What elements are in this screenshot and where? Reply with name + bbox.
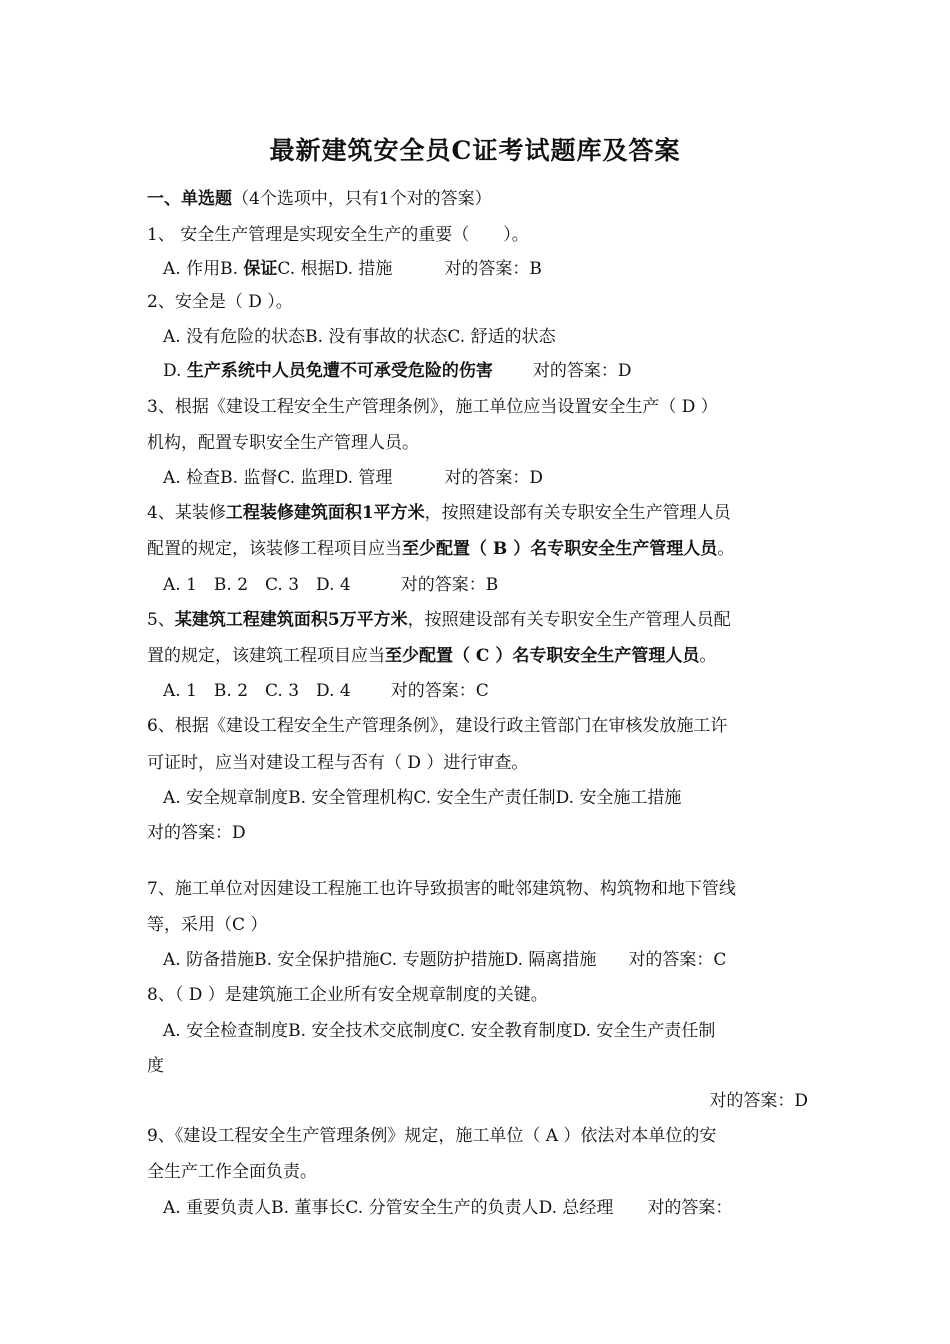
q1-option-a: A. 作用B. (163, 259, 244, 279)
q1-options (163, 257, 542, 281)
q5-stem2-pre: 置的规定，该建筑工程项目应当 (147, 646, 385, 666)
q6-answer: 对的答案：D (147, 823, 246, 843)
q5-options: A. 1 B. 2 C. 3 D. 4 (163, 681, 351, 701)
q9-options-line (163, 1196, 732, 1220)
q3-options: A. 检查B. 监督C. 监理D. 管理 (163, 468, 393, 488)
q4-stem1-bold: 工程装修建筑面积1平方米 (225, 503, 425, 523)
q7-options: A. 防备措施B. 安全保护措施C. 专题防护措施D. 隔离措施 (163, 950, 597, 970)
q2-option-d-line (163, 359, 631, 383)
q2-option-d-prefix: D. (163, 361, 187, 381)
q7-answer: 对的答案：C (628, 950, 727, 970)
q3-options-line (163, 466, 543, 490)
q5-options-line (163, 679, 489, 703)
q4-options-line (163, 573, 498, 597)
q2-option-d: 生产系统中人员免遭不可承受危险的伤害 (186, 361, 493, 381)
q9-answer: 对的答案： (647, 1198, 733, 1218)
q5-stem-line2 (147, 644, 716, 668)
q7-options-line (163, 948, 726, 972)
q4-stem-line1 (147, 501, 731, 525)
q4-options: A. 1 B. 2 C. 3 D. 4 (163, 575, 351, 595)
document-title: 最新建筑安全员C证考试题库及答案 (269, 136, 681, 165)
q6-stem-line1: 6、根据《建设工程安全生产管理条例》，建设行政主管部门在审核发放施工许 (147, 716, 728, 736)
q8-stem: 8、（ D ）是建筑施工企业所有安全规章制度的关键。 (147, 985, 548, 1005)
q7-stem-line2: 等，采用（C ） (147, 915, 268, 935)
q5-stem1-bold: 某建筑工程建筑面积5万平方米 (174, 610, 408, 630)
q2-options: A. 没有危险的状态B. 没有事故的状态C. 舒适的状态 (163, 327, 556, 347)
q5-stem2-bold: 至少配置（ C ）名专职安全生产管理人员 (385, 646, 700, 666)
q8-options-line1: A. 安全检查制度B. 安全技术交底制度C. 安全教育制度D. 安全生产责任制 (163, 1021, 716, 1041)
q4-stem2-pre: 配置的规定，该装修工程项目应当 (147, 539, 402, 559)
q4-stem1-pre: 4、某装修 (147, 503, 226, 523)
q1-option-b: 保证 (243, 259, 278, 279)
q6-stem-line2: 可证时，应当对建设工程与否有（ D ）进行审查。 (147, 753, 529, 773)
q5-stem2-post: 。 (699, 646, 717, 666)
q5-stem-line1 (147, 608, 731, 632)
q1-stem: 1、 安全生产管理是实现安全生产的重要（ ）。 (147, 225, 529, 245)
q1-option-rest: C. 根据D. 措施 (277, 259, 393, 279)
section-heading: 一、单选题 (147, 189, 232, 209)
q5-stem1-post: ，按照建设部有关专职安全生产管理人员配 (407, 610, 731, 630)
q4-stem-line2 (147, 537, 734, 561)
q6-options: A. 安全规章制度B. 安全管理机构C. 安全生产责任制D. 安全施工措施 (163, 788, 682, 808)
q4-stem2-post: 。 (717, 539, 735, 559)
q8-answer: 对的答案：D (709, 1091, 808, 1111)
q3-stem-line2: 机构，配置专职安全生产管理人员。 (147, 433, 419, 453)
q9-options: A. 重要负责人B. 董事长C. 分管安全生产的负责人D. 总经理 (163, 1198, 614, 1218)
q2-answer: 对的答案：D (532, 361, 632, 381)
q5-stem1-pre: 5、 (147, 610, 175, 630)
q2-stem: 2、安全是（ D ）。 (147, 292, 293, 312)
q8-options-line2: 度 (147, 1056, 164, 1076)
q1-answer: 对的答案：B (444, 259, 542, 279)
q4-stem1-post: ，按照建设部有关专职安全生产管理人员 (424, 503, 731, 523)
q3-stem-line1: 3、根据《建设工程安全生产管理条例》，施工单位应当设置安全生产（ D ） (147, 397, 718, 417)
section-note: （4个选项中，只有1个对的答案） (232, 189, 492, 209)
q5-answer: 对的答案：C (390, 681, 489, 701)
q4-answer: 对的答案：B (400, 575, 499, 595)
section-heading-line (147, 187, 492, 211)
q3-answer: 对的答案：D (444, 468, 544, 488)
q4-stem2-bold: 至少配置（ B ）名专职安全生产管理人员 (402, 539, 718, 559)
q7-stem-line1: 7、施工单位对因建设工程施工也许导致损害的毗邻建筑物、构筑物和地下管线 (147, 879, 736, 899)
q9-stem-line2: 全生产工作全面负责。 (147, 1162, 317, 1182)
q9-stem-line1: 9、《建设工程安全生产管理条例》规定，施工单位（ A ）依法对本单位的安 (147, 1126, 717, 1146)
